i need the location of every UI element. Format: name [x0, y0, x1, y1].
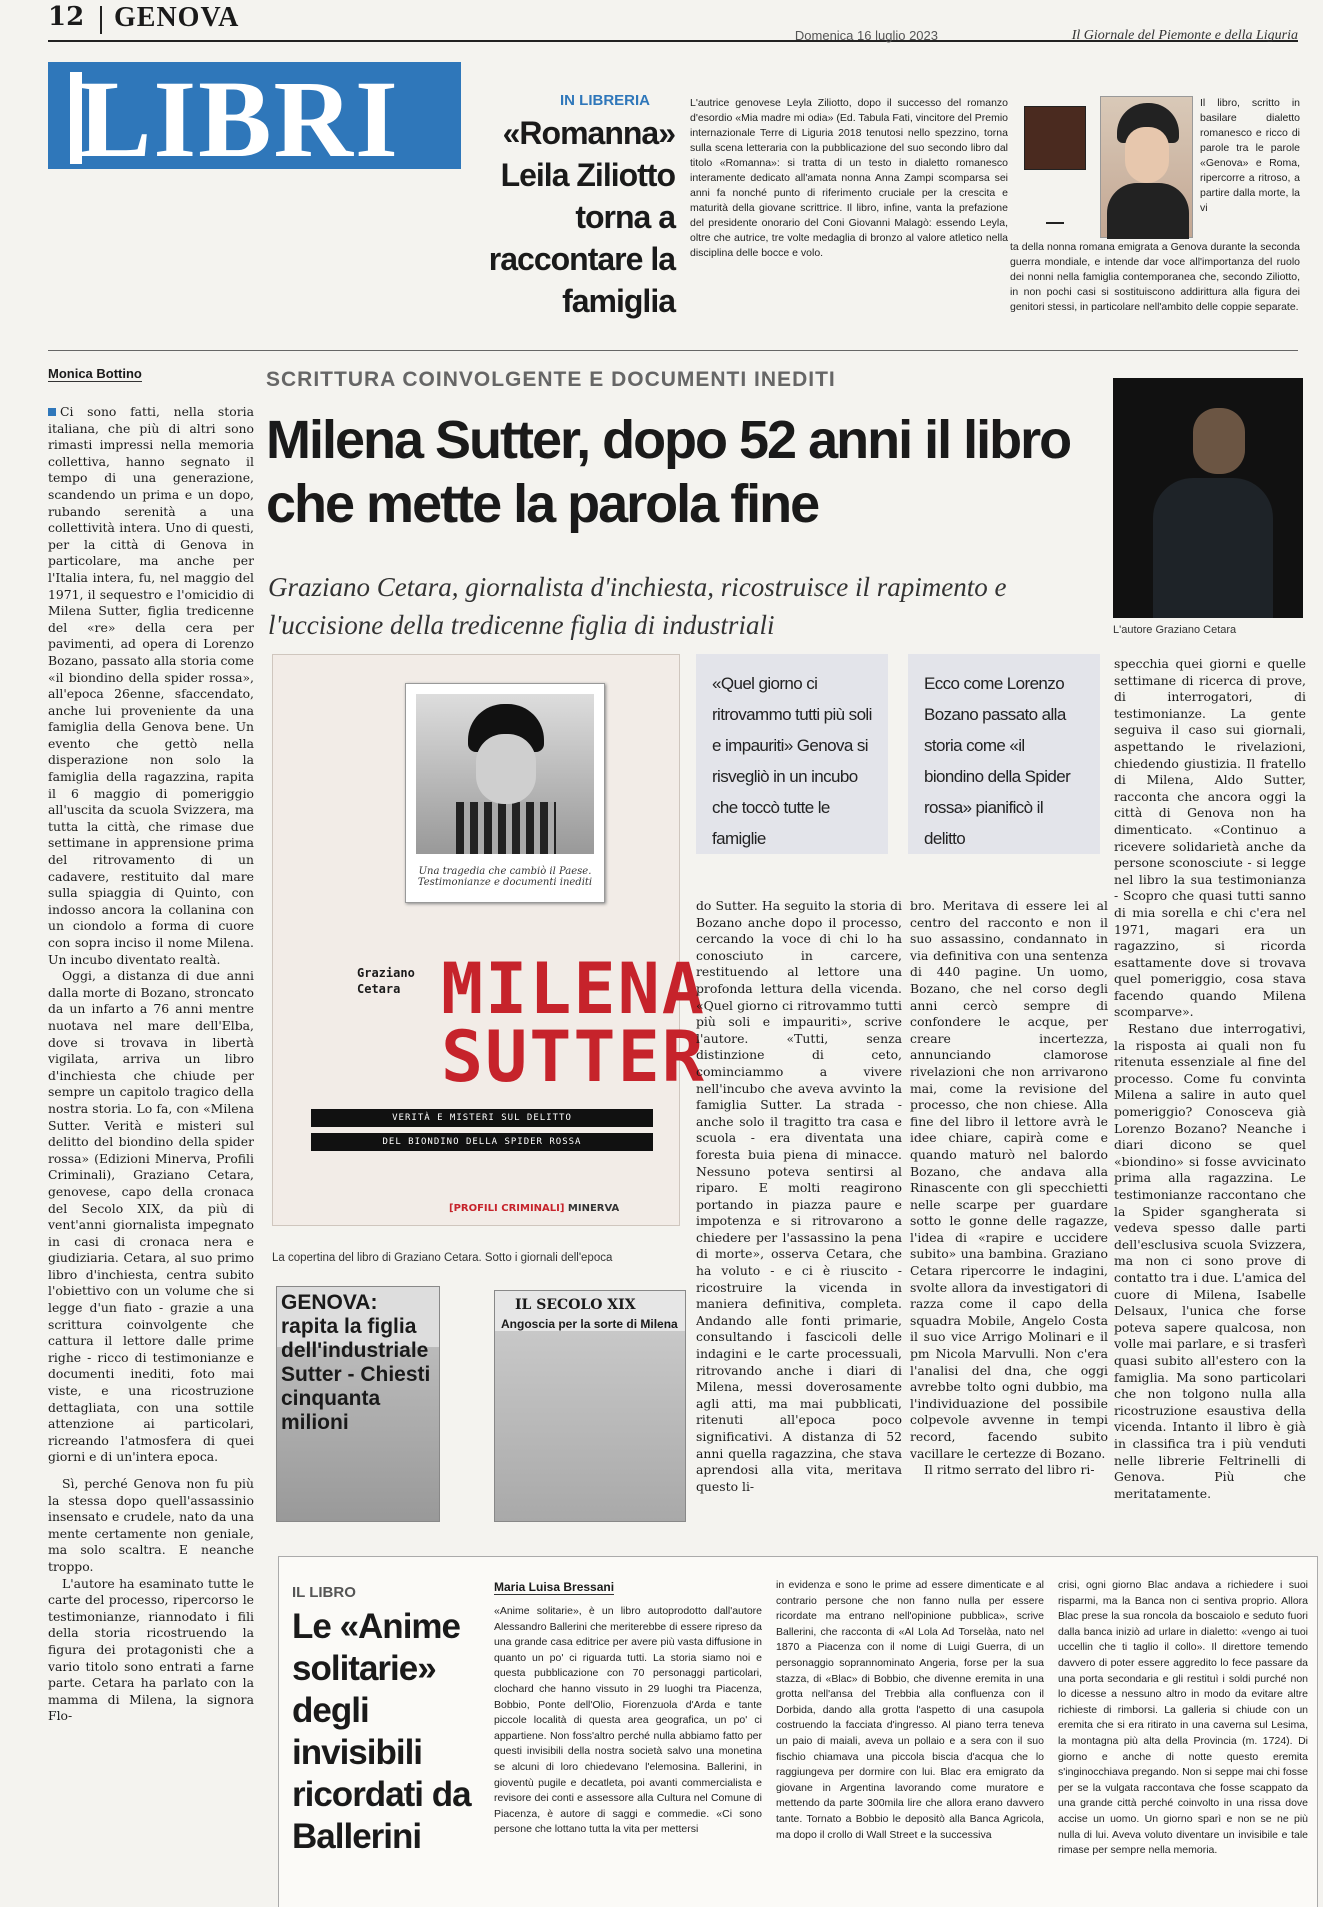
- paragraph: L'autore ha esaminato tutte le carte del processo, ripercorso le testimonianze, riannodato i fili della storia ricostruendo la figura dei protagonisti che a vario titolo sono entrati a farne parte. Cetara ha parlato con la mamma di Milena, la signora Flo-: [48, 1575, 254, 1724]
- article-headline: Milena Sutter, dopo 52 anni il libro che mette la parola fine: [266, 410, 1071, 534]
- paragraph: bro. Meritava di essere lei al centro del racconto e non il suo assassino, condannato in via definitiva con una sentenza di 440 pagine. Un uomo, Bozano, che nel corso degli anni cercò sempre di confondere le acque, per creare incertezza, annunciando clamorose rivelazioni che non arrivarono mai, come la revisione del processo, che non chiese. Alla fine del libro il lettore avrà le idee chiare, capirà come e quando maturò nel balordo Bozano, che andava alla Rinascente con gli specchietti nelle scarpe per guardare sotto le gonne delle ragazze, l'idea di «rapire e uccidere subito» una bambina. Graziano Cetara ripercorre le indagini, svolte allora da investigatori di razza come il capo della squadra Mobile, Angelo Costa il suo vice Arrigo Molinari e il pm Nicola Marvulli. Non c'era l'analisi del dna, che oggi avrebbe tolto ogni dubbio, ma l'individuazione del possibile colpevole avvenne in tempi record, facendo subito vacillare le certezze di Bozano.: [910, 898, 1108, 1461]
- section-divider: [48, 350, 1298, 351]
- libreria-kicker: IN LIBRERIA: [560, 92, 650, 109]
- author-photo: [1113, 378, 1303, 618]
- article-kicker: SCRITTURA COINVOLGENTE E DOCUMENTI INEDITI: [266, 368, 836, 391]
- box-column-1: «Anime solitarie», è un libro autoprodotto dall'autore Alessandro Ballerini che meriterebbe di essere ripreso da una grande casa editrice per avere più vasta diffusione in quanto un po' ci riguarda tutti. La storia siamo noi e questa pubblicazione con 70 personaggi particolari, clochard che hanno vissuto in 29 luoghi tra Piacenza, Bobbio, Ponte dell'Olio, Fiorenzuola d'Arda e tante piccole località di questa area geografica, un po' ci appartiene. Non foss'altro perché nulla abbiamo fatto per questi invisibili della nostra società salvo una monetina se alcuni di loro chiedevano l'elemosina. Ballerini, in gioventù pugile e decatleta, poi avanti commercialista e revisore dei conti e assessore alla Cultura nel Comune di Piacenza, è autore di saggi e commedie. «Ci sono persone che lottano tutta la vita per mettersi: [494, 1605, 762, 1836]
- page-header: [48, 0, 1298, 42]
- section-banner: [48, 62, 461, 169]
- leila-ziliotto-photo: [1100, 96, 1193, 238]
- libreria-text-col1: L'autrice genovese Leyla Ziliotto, dopo il successo del romanzo d'esordio «Mia madre mi odia» (Ed. Tabula Fati, vincitore del Premio internazionale Terre di Liguria 2018 tenutosi nello spezzino, torna sulla scena letteraria con la pubblicazione del suo secondo libro dal titolo «Romanna»: si tratta di un testo in dialetto romanesco interamente dedicato all'amata nonna Anna Zampi scomparsa sei anni fa nonché punto di riferimento cruciale per la crescita e maturità della giovane scrittrice. Il libro, infine, vanta la prefazione del presidente onorario del Coni Giovanni Malagò: essendo Leyla, oltre che autrice, tre volte medaglia di bronzo al valore atletico nella disciplina delle bocce e volo.: [690, 97, 1008, 259]
- box-kicker: IL LIBRO: [292, 1584, 356, 1601]
- pull-quote-1: «Quel giorno ci ritrovammo tutti più soli e impauriti» Genova si risvegliò in un incubo che toccò tutte le famiglie: [696, 654, 888, 854]
- header-divider: [100, 6, 102, 34]
- cover-subtitle-1: VERITÀ E MISTERI SUL DELITTO: [311, 1109, 653, 1127]
- box-byline: Maria Luisa Bressani: [494, 1580, 615, 1594]
- article-column-3: [910, 898, 1108, 1538]
- romanna-cover-thumbnail: [1024, 106, 1086, 170]
- box-column-2: in evidenza e sono le prime ad essere dimenticate e al contrario persone che non fanno nulla per essere ricordate ma entrano nell'opinione pubblica», scrive Ballerini, che racconta di «Al Lola Ad Torselàa, nato nel 1870 a Piacenza con il nome di Luigi Guerra, di un personaggio soprannominato Angeria, forse per la sua stazza, di «Blac» di Bobbio, che divenne eremita in una grotta nell'ansa del Trebbia alla confluenza con il Dorbida, dando alla grotta l'aspetto di una casupola costruendo la facciata d'ingresso. Al piano terra teneva un paio di maiali, aveva un pollaio e a sera con il suo fischio chiamava una piccola biscia d'acqua che lo raggiungeva per dormire con lui. Blac era emigrato da giovane in Argentina lavorando come muratore e mettendo da parte 300mila lire che allora erano davvero tante. Tornato a Bobbio le depositò alla Banca Agricola, ma dopo il crollo di Wall Street e la successiva: [776, 1579, 1044, 1841]
- cover-author: Graziano Cetara: [357, 966, 415, 996]
- libreria-title: «Romanna» Leila Ziliotto torna a raccontare la famiglia: [488, 115, 675, 319]
- paragraph: Ci sono fatti, nella storia italiana, che più di altri sono rimasti impressi nella memoria collettiva, hanno segnato il tempo di una generazione, scandendo un prima e un dopo, rubando serenità a una collettività intera. Uno di questi, per la città di Genova in particolare, ma anche per l'Italia intera, fu, nel maggio del 1971, il sequestro e l'omicidio di Milena Sutter, figlia tredicenne del «re» della cera per pavimenti, ad opera di Lorenzo Bozano, passato alla storia come «il biondino della spider rossa», all'epoca 26enne, sfaccendato, anche lui proveniente da una famiglia della Genova bene. Un evento che gettò nella disperazione non solo la famiglia della ragazzina, rapita il 6 maggio di pomeriggio all'uscita da scuola Svizzera, ma tutta la città, che rimase due settimane in apprensione prima del ritrovamento di un cadavere, restituito dal mare sulla spiaggia di Quinto, con indosso ancora la collanina con un ciondolo a forma di cuore con sopra inciso il nome Milena. Un incubo diventato realtà.: [48, 404, 254, 967]
- libreria-text-col2a: Il libro, scritto in basilare dialetto romanesco e ricco di parole tra le parole «Genova» e Roma, ripercorre a ritroso, a partire dalla morte, la vi: [1200, 97, 1300, 214]
- cover-subtitle-2: DEL BIONDINO DELLA SPIDER ROSSA: [311, 1133, 653, 1151]
- paragraph: Sì, perché Genova non fu più la stessa dopo quell'assassinio insensato e crudele, nato da una mente certamente non geniale, ma solo scaltra. E neanche troppo.: [48, 1476, 254, 1574]
- newspaper-name: Il Giornale del Piemonte e della Liguria: [1071, 28, 1298, 43]
- pull-quote-2: Ecco come Lorenzo Bozano passato alla storia come «il biondino della Spider rossa» pianificò il delitto: [908, 654, 1100, 854]
- newspaper-clipping-2: IL SECOLO XIX Angoscia per la sorte di Milena: [494, 1290, 686, 1522]
- box-column-3: crisi, ogni giorno Blac andava a richiedere i suoi risparmi, ma la Banca non ci sentiva proprio. Allora Blac prese la sua roncola da boscaiolo e seduto fuori dalla banca iniziò ad urlare in dialetto: «vengo ai tuoi uccellin che ti taglio il collo». Il direttore temendo davvero di poter essere aggredito lo fece passare da una porta secondaria e gli restituì i soldi purché non lo dicesse a nessuno altro in modo da evitare altre richieste di rimborsi. La galleria si chiude con un eremita che si era ritirato in una caverna sul Lesima, la montagna più alta della Provincia (m. 1724). Di giorno e anche di notte questo eremita s'inginocchiava pregando. Non si seppe mai chi fosse per se la vulgata raccontava che fosse scappato da una grande città perché coinvolto in una rissa dove accise un uomo. Un giorno sparì e non se ne più nulla di lui. Aveva voluto diventare un invisibile e tale rimase per sempre nella memoria.: [1058, 1579, 1308, 1857]
- thumbnail-dash: [1046, 222, 1064, 224]
- paragraph: Restano due interrogativi, la risposta ai quali non fu ritenuta essenziale al fine del processo. Come fu convinta Milena a salire in auto quel pomeriggio? Conosceva già Lorenzo Bozano? Neanche i diari dicono se quel «biondino» si fosse avvicinato prima alla ragazzina. Le testimonianze raccontano che la Spider sgangherata si vedeva spesso dalle parti dell'esclusiva scuola Svizzera, ma non ci sono prove di contatto tra i due. L'amica del cuore di Milena, Isabelle Delsaux, l'unica che forse poteva sapere qualcosa, non volle mai parlare, e si trasferì quasi subito all'estero con la famiglia. Ma sono particolari che non tolgono nulla alla ricostruzione esaustiva della vicenda. Intanto il libro è già in classifica tra i più venduti nelle librerie Feltrinelli di Genova. Più che meritatamente.: [1114, 1021, 1306, 1501]
- paragraph: Oggi, a distanza di due anni dalla morte di Bozano, stroncato da un infarto a 76 anni mentre nuotava nel mare dell'Elba, dove si trovava in libertà vigilata, arriva un libro d'inchiesta che chiude per sempre un capitolo tragico della nostra storia. Lo fa, con «Milena Sutter. Verità e misteri sul delitto del biondino della spider rossa» (Edizioni Minerva, Profili Criminali), Graziano Cetara, genovese, capo della cronaca del Secolo XIX, da più di vent'anni giornalista impegnato in casi di cronaca nera e giudiziaria. Cetara, al suo primo libro d'inchiesta, centra subito l'obiettivo con un volume che si legge d'un fiato - grazie a una scrittura coinvolgente che cattura il lettore dalle prime righe - ricco di testimonianze e documenti inediti, foto mai viste, e una ricostruzione dettagliata, con una sottile attenzione ai particolari, ricreando l'atmosfera di quei giorni e di un'intera epoca.: [48, 968, 254, 1465]
- milena-photo: [405, 683, 605, 903]
- page-number: 12: [48, 2, 85, 32]
- paragraph: specchia quei giorni e quelle settimane di ricerca di prove, di interrogatori, di testimonianze. La gente seguiva il caso sui giornali, aspettando le rivelazioni, chiedendo giustizia. Il fratello di Milena, Aldo Sutter, racconta che ancora oggi la città di Genova non ha dimenticato. «Continuo a ricevere solidarietà anche da persone sconosciute - si legge nel libro la sua testimonianza - Scopro che quasi tutti sanno di mia sorella e chi c'era nel 1971, magari era un ragazzino, si ricorda esattamente dove si trovava quel pomeriggio, cosa stava facendo quando Milena scomparve».: [1114, 656, 1306, 1020]
- paragraph-marker-icon: [48, 408, 56, 416]
- article-byline: Monica Bottino: [48, 366, 142, 381]
- book-cover: [272, 654, 706, 1226]
- paragraph: Il ritmo serrato del libro ri-: [924, 1462, 1095, 1478]
- cover-title: MILENA SUTTER: [441, 948, 706, 1098]
- cover-handwriting: Una tragedia che cambiò il Paese. Testimonianze e documenti inediti: [417, 866, 593, 888]
- issue-date: Domenica 16 luglio 2023: [794, 28, 938, 43]
- cover-caption: La copertina del libro di Graziano Cetara. Sotto i giornali dell'epoca: [272, 1252, 613, 1264]
- paragraph: do Sutter. Ha seguito la storia di Bozano anche dopo il processo, cercando la voce di chi lo ha conosciuto in carcere, restituendo al lettore una profonda lettura della vicenda. «Quel giorno ci ritrovammo tutti più soli e impauriti», scrive l'autore. «Tutti, senza distinzione di ceto, cominciammo a vivere nell'incubo che aveva avvinto la famiglia Sutter. La strada - anche solo il tragitto tra casa e scuola - era diventata una foresta buia piena di minacce. Nessuno poteva sentirsi al riparo. E molti reagirono portando in piazza paure e impotenza e si ritrovarono a chiedere per l'assassino la pena di morte», osserva Cetara, che ha voluto - e ci è riuscito - ricostruire la vicenda in maniera definitiva, completa. Andando alle fonti primarie, consultando i fascicoli delle indagini e le carte processuali, ritrovando anche i diari di Milena, messi doverosamente agli atti, ma mai pubblicati, ritenuti all'epoca poco significativi. A distanza di 52 anni quella ragazzina, che stava aprendosi alla vita, meritava questo li-: [696, 898, 902, 1494]
- section-city: GENOVA: [114, 2, 240, 33]
- article-column-2: [696, 898, 902, 1538]
- cover-publisher: [PROFILI CRIMINALI] MINERVA: [449, 1203, 620, 1214]
- article-column-4: [1114, 656, 1306, 1540]
- libreria-text-col2b: ta della nonna romana emigrata a Genova durante la seconda guerra mondiale, e intende dar voce all'importanza del ruolo dei nonni nella famiglia contemporanea che, secondo Ziliotto, in non pochi casi si sostituiscono addirittura alla figura dei genitori stessi, in particolare nell'ambito delle coppie separate.: [1010, 241, 1300, 313]
- section-label: LIBRI: [78, 62, 400, 169]
- article-subhead: Graziano Cetara, giornalista d'inchiesta, ricostruisce il rapimento e l'uccisione della tredicenne figlia di industriali: [268, 572, 1007, 640]
- article-column-1: [48, 404, 254, 1904]
- newspaper-clipping-1: GENOVA: rapita la figlia dell'industriale Sutter - Chiesti cinquanta milioni: [276, 1286, 440, 1522]
- box-title: Le «Anime solitarie» degli invisibili ricordati da Ballerini: [292, 1607, 471, 1856]
- author-photo-caption: L'autore Graziano Cetara: [1113, 624, 1237, 636]
